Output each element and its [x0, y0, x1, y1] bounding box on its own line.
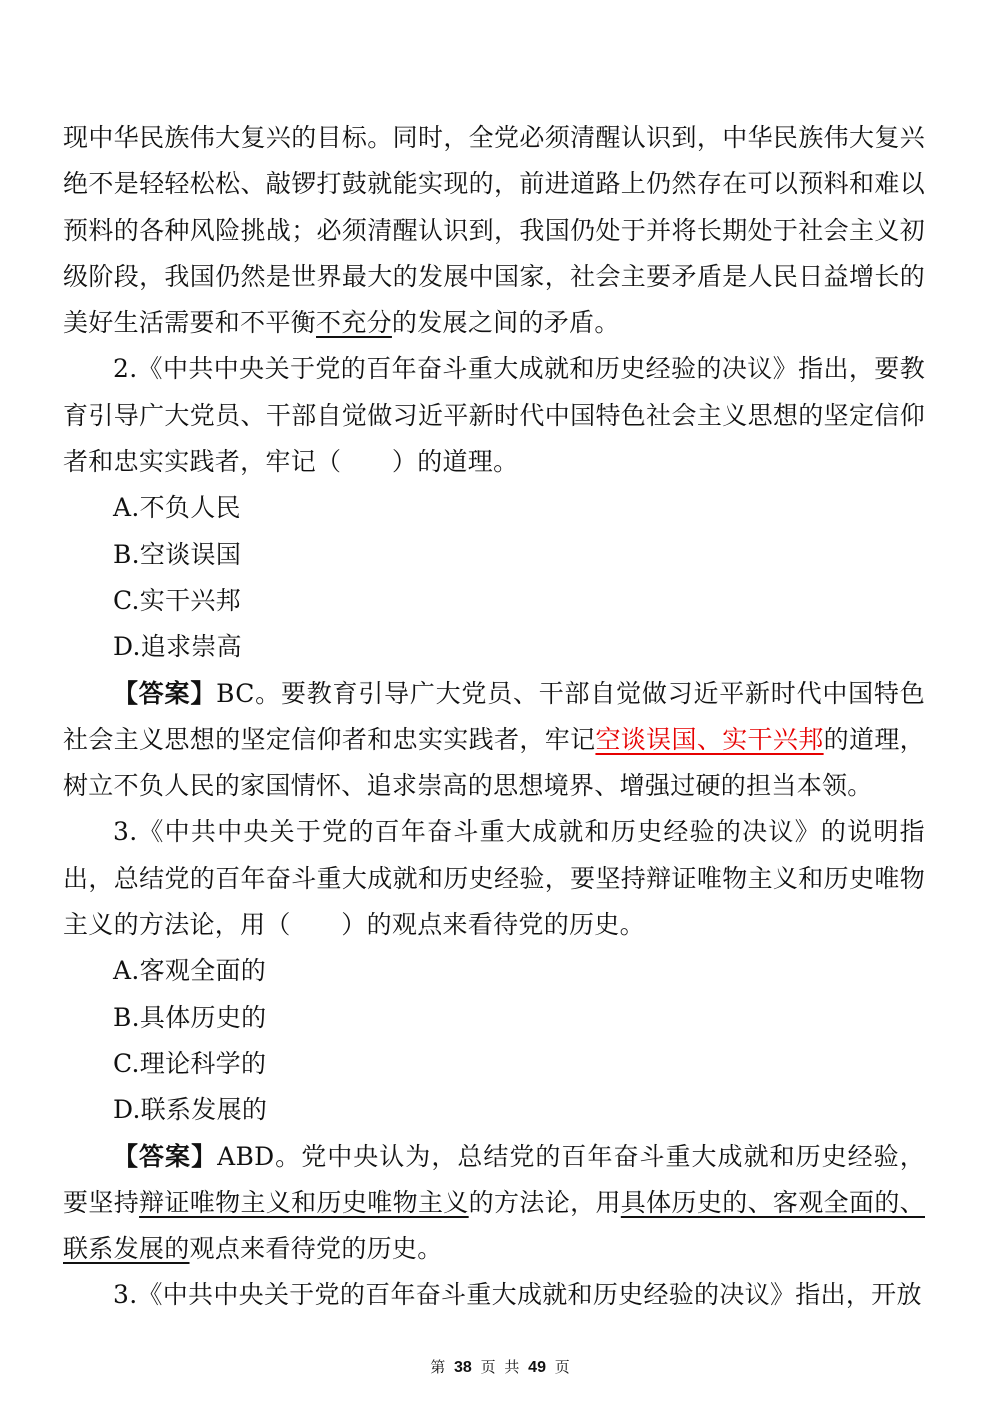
question-3-stem: 3.《中共中央关于党的百年奋斗重大成就和历史经验的决议》的说明指出，总结党的百年奋斗重大成就和历史经验，要坚持辩证唯物主义和历史唯物主义的方法论，用（ ）的观点来看待党的历史。: [63, 817, 925, 940]
current-page-number: 38: [454, 1359, 472, 1376]
question-3-option-b: B.具体历史的: [113, 1002, 267, 1032]
question-2-option-d: D.追求崇高: [113, 632, 242, 662]
question-2-stem: 2.《中共中央关于党的百年奋斗重大成就和历史经验的决议》指出，要教育引导广大党员、干部自觉做习近平新时代中国特色社会主义思想的坚定信仰者和忠实实践者，牢记（ ）的道理。: [63, 354, 925, 477]
intro-underlined-text: 不充分: [316, 308, 392, 338]
question-3-option-c: C.理论科学的: [113, 1048, 267, 1078]
page-content: [63, 115, 925, 1319]
answer-text: BC。要教育引导广大党员、干部自觉做习近平新时代中国特色社会主义思想的坚定信仰者和忠实实践者，牢记: [63, 678, 925, 754]
intro-text: 现中华民族伟大复兴的目标。同时，全党必须清醒认识到，中华民族伟大复兴绝不是轻轻松松、敲锣打鼓就能实现的，前进道路上仍然存在可以预料和难以预料的各种风险挑战；必须清醒认识到，我国仍处于并将长期处于社会主义初级阶段，我国仍然是世界最大的发展中国家，社会主要矛盾是人民日益增长的美好生活需要和不平衡: [63, 123, 925, 338]
question-2-option-b: B.空谈误国: [113, 539, 242, 569]
question-2-answer: [63, 671, 925, 810]
question-3-answer: [63, 1134, 925, 1273]
question-2-option-a: A.不负人民: [113, 493, 241, 523]
answer-text-end: 的道理，树立不负人民的家国情怀、追求崇高的思想境界、增强过硬的担当本领。: [63, 724, 925, 801]
answer-text: ABD。党中央认为，总结党的百年奋斗重大成就和历史经验，要坚持: [63, 1141, 926, 1217]
intro-text-end: 的发展之间的矛盾。: [391, 308, 620, 338]
page-footer: [0, 1356, 1000, 1377]
answer-underlined-text: 辩证唯物主义和历史唯物主义: [139, 1187, 469, 1217]
footer-suffix: 页: [554, 1358, 570, 1376]
question-3-option-a: A.客观全面的: [113, 956, 267, 986]
answer-highlight: 空谈误国、实干兴邦: [595, 724, 824, 754]
answer-label: 【答案】: [113, 678, 217, 708]
answer-text-mid: 的方法论，用: [468, 1187, 621, 1217]
question-3-option-d: D.联系发展的: [113, 1095, 268, 1125]
answer-label: 【答案】: [113, 1141, 218, 1171]
intro-paragraph: [63, 115, 925, 346]
question-2-option-c: C.实干兴邦: [113, 585, 241, 615]
answer-underlined-text-2: 具体历史的、客观全面的、联系发展的: [63, 1187, 925, 1264]
total-page-number: 49: [528, 1359, 546, 1376]
answer-text-end: 观点来看待党的历史。: [189, 1234, 443, 1264]
footer-prefix: 第: [430, 1358, 446, 1376]
footer-middle: 页 共: [480, 1358, 520, 1376]
question-4-stem: 3.《中共中央关于党的百年奋斗重大成就和历史经验的决议》指出，开放: [113, 1280, 922, 1310]
